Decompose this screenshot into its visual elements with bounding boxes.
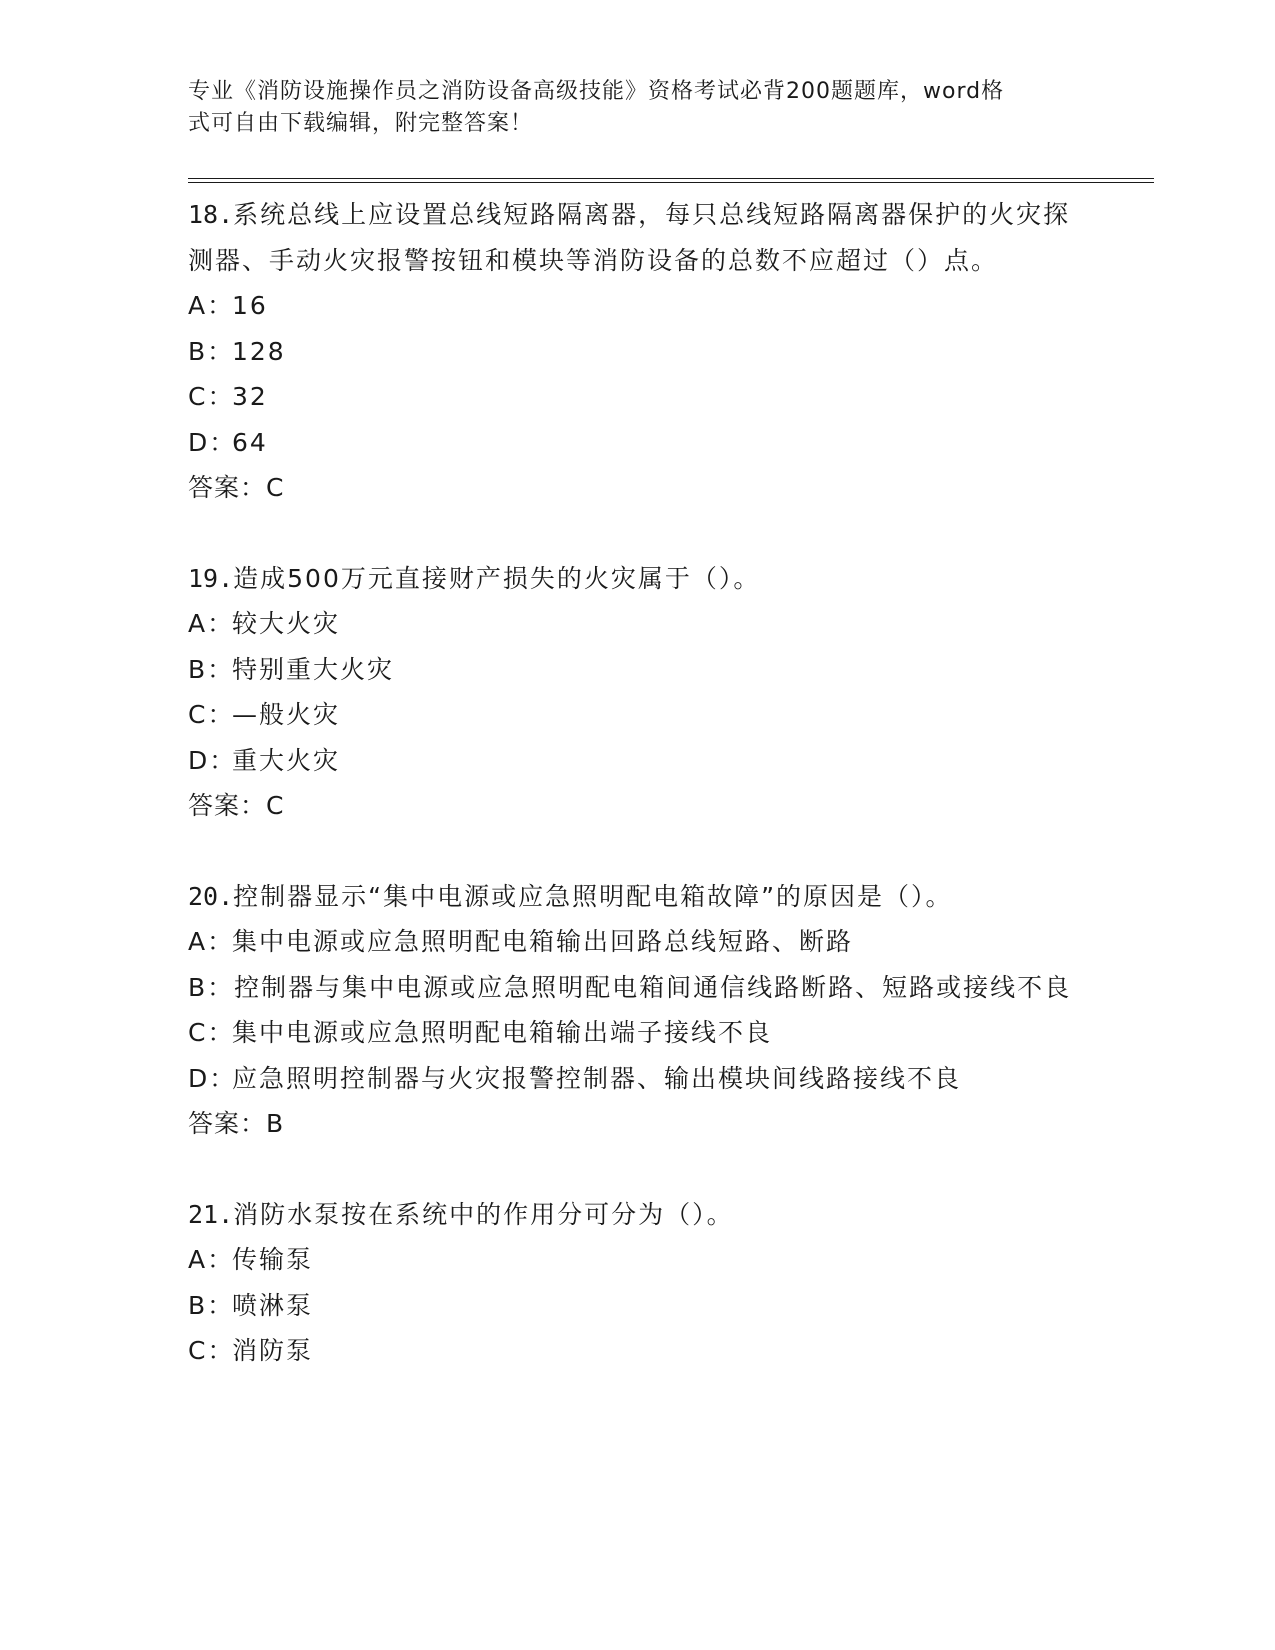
option-key: C： (188, 382, 235, 411)
question-list (188, 192, 1088, 1374)
option-d (188, 420, 1088, 466)
option-text: 消防泵 (232, 1336, 314, 1365)
question-number: 18. (188, 200, 234, 229)
answer-line: 答案：C (188, 473, 285, 502)
option-key: B： (188, 1290, 235, 1320)
question-number: 20. (188, 881, 234, 911)
question-text: 控制器显示“集中电源或应急照明配电箱故障”的原因是（）。 (233, 881, 953, 911)
question-stem (188, 192, 1088, 283)
option-text: —般火灾 (232, 700, 341, 729)
option-text: 控制器与集中电源或应急照明配电箱间通信线路断路、短路或接线不良 (234, 972, 1072, 1002)
answer-line: 答案：C (188, 791, 285, 820)
option-text: 特别重大火灾 (232, 654, 395, 684)
option-key: D： (188, 1063, 237, 1093)
option-b (188, 1283, 1088, 1329)
option-key: D： (188, 745, 237, 775)
option-text: 32 (232, 382, 268, 411)
header-line-1: 专业《消防设施操作员之消防设备高级技能》资格考试必背200题题库，word格 (188, 79, 1005, 104)
option-b (188, 647, 1088, 693)
option-key: A： (188, 1245, 235, 1274)
option-key: C： (188, 700, 235, 729)
option-a (188, 919, 1088, 965)
option-c (188, 692, 1088, 738)
question-stem (188, 1192, 1088, 1238)
question-text: 造成500万元直接财产损失的火灾属于（）。 (233, 563, 761, 593)
option-text: 传输泵 (232, 1245, 314, 1274)
question-number: 19. (188, 563, 234, 593)
option-d (188, 1056, 1088, 1102)
question-text: 系统总线上应设置总线短路隔离器，每只总线短路隔离器保护的火灾探测器、手动火灾报警按钮和模块等消防设备的总数不应超过（）点。 (188, 200, 1071, 275)
option-a (188, 601, 1088, 647)
option-c (188, 1010, 1088, 1056)
option-b (188, 965, 1088, 1011)
header-divider (188, 178, 1154, 183)
option-key: C： (188, 1018, 235, 1047)
question-stem (188, 556, 1088, 602)
document-header (188, 76, 1068, 140)
question-text: 消防水泵按在系统中的作用分可分为（）。 (233, 1199, 734, 1229)
option-text: 集中电源或应急照明配电箱输出回路总线短路、断路 (232, 927, 854, 956)
option-key: A： (188, 927, 235, 956)
option-d (188, 738, 1088, 784)
option-text: 128 (232, 336, 286, 366)
option-text: 64 (232, 427, 268, 457)
option-text: 集中电源或应急照明配电箱输出端子接线不良 (232, 1018, 773, 1047)
option-text: 16 (232, 291, 268, 320)
option-key: A： (188, 609, 235, 638)
question-stem (188, 874, 1088, 920)
option-text: 应急照明控制器与火灾报警控制器、输出模块间线路接线不良 (232, 1063, 962, 1093)
option-key: B： (188, 336, 235, 366)
question-19 (188, 556, 1088, 829)
option-c (188, 374, 1088, 420)
option-key: C： (188, 1336, 235, 1365)
option-text: 较大火灾 (232, 609, 341, 638)
option-key: A： (188, 291, 235, 320)
option-b (188, 329, 1088, 375)
option-c (188, 1328, 1088, 1374)
question-number: 21. (188, 1199, 234, 1229)
option-key: B： (188, 654, 235, 684)
answer-line: 答案：B (188, 1109, 285, 1138)
option-text: 重大火灾 (232, 745, 341, 775)
question-18 (188, 192, 1088, 511)
option-a (188, 1237, 1088, 1283)
question-20 (188, 874, 1088, 1147)
option-text: 喷淋泵 (232, 1290, 314, 1320)
option-a (188, 283, 1088, 329)
option-key: B： (188, 972, 235, 1002)
question-21 (188, 1192, 1088, 1374)
option-key: D： (188, 427, 237, 457)
header-line-2: 式可自由下载编辑，附完整答案！ (188, 111, 534, 136)
